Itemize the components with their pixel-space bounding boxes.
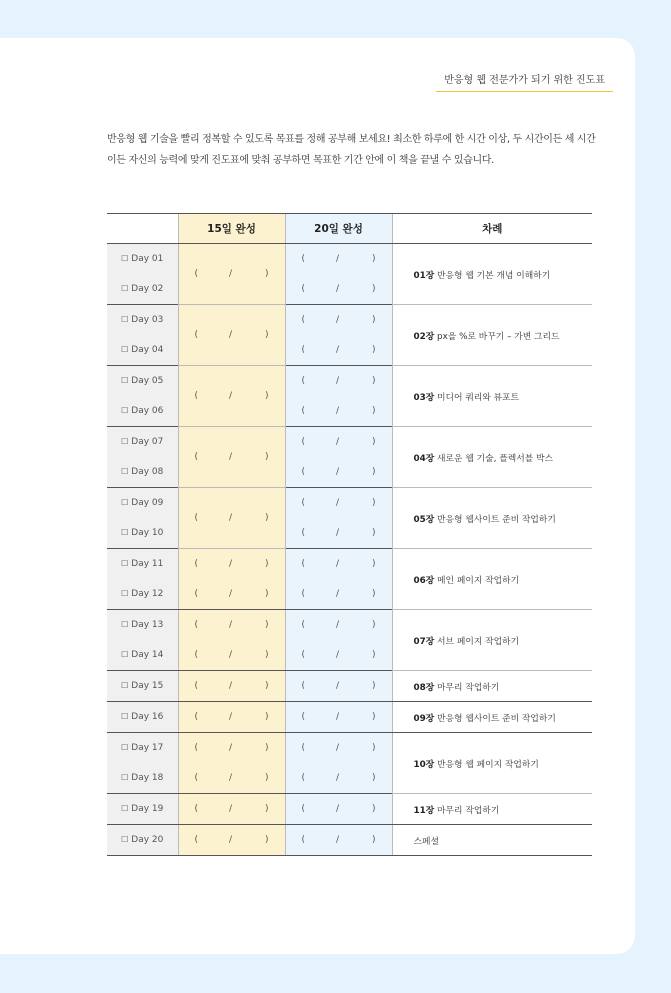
chapter-title: 메인 페이지 작업하기	[437, 575, 520, 586]
chapter-number: 01장	[413, 270, 435, 281]
date-placeholder	[286, 681, 392, 691]
date-placeholder	[179, 589, 285, 599]
date-slash: /	[335, 559, 340, 569]
table-header-row	[107, 214, 592, 244]
date-slash: /	[335, 712, 340, 722]
date-placeholder	[179, 712, 285, 722]
table-row	[107, 427, 592, 458]
paren-open: (	[301, 712, 306, 722]
paren-close: )	[371, 743, 376, 753]
header-day	[107, 214, 178, 244]
chapter-number: 02장	[413, 331, 435, 342]
table-row	[107, 733, 592, 764]
plan15-date-cell[interactable]	[178, 610, 285, 641]
chapter-number: 08장	[413, 682, 435, 693]
paren-close: )	[371, 712, 376, 722]
plan15-date-cell[interactable]	[178, 702, 285, 733]
day-cell	[107, 579, 178, 610]
intro-line: 반응형 웹 기술을 빨리 정복할 수 있도록 목표를 정해 공부해 보세요! 최소한 하루에 한 시간 이상, 두 시간이든 세 시간	[107, 134, 596, 145]
chapter-cell	[392, 244, 592, 305]
chapter-cell	[392, 671, 592, 702]
paren-close: )	[371, 406, 376, 416]
date-slash: /	[228, 513, 233, 523]
paren-open: (	[194, 804, 199, 814]
plan20-date-cell[interactable]	[285, 305, 392, 336]
date-slash: /	[335, 773, 340, 783]
plan15-date-cell[interactable]	[178, 794, 285, 825]
header-contents: 차례	[392, 214, 592, 244]
plan15-date-cell[interactable]	[178, 244, 285, 305]
plan15-date-cell[interactable]	[178, 488, 285, 549]
paren-close: )	[371, 589, 376, 599]
day-label: Day 12	[131, 589, 164, 599]
day-label: Day 11	[131, 559, 164, 569]
plan20-date-cell[interactable]	[285, 244, 392, 275]
date-slash: /	[335, 804, 340, 814]
date-placeholder	[179, 391, 285, 401]
paren-close: )	[264, 835, 269, 845]
plan20-date-cell[interactable]	[285, 763, 392, 794]
paren-close: )	[264, 712, 269, 722]
paren-open: (	[301, 589, 306, 599]
chapter-title: 서브 페이지 작업하기	[437, 636, 520, 647]
plan20-date-cell[interactable]	[285, 610, 392, 641]
paren-open: (	[301, 467, 306, 477]
paren-open: (	[301, 376, 306, 386]
paren-close: )	[264, 743, 269, 753]
date-slash: /	[228, 650, 233, 660]
chapter-title: 반응형 웹 기본 개념 이해하기	[437, 270, 551, 281]
day-cell	[107, 244, 178, 275]
date-placeholder	[179, 620, 285, 630]
date-placeholder	[286, 376, 392, 386]
date-slash: /	[228, 804, 233, 814]
plan15-date-cell[interactable]	[178, 763, 285, 794]
table-row	[107, 610, 592, 641]
paren-open: (	[194, 559, 199, 569]
chapter-cell	[392, 610, 592, 671]
checkbox-icon[interactable]: ☐	[121, 345, 129, 354]
day-label: Day 09	[131, 498, 164, 508]
date-placeholder	[286, 650, 392, 660]
day-cell	[107, 396, 178, 427]
date-placeholder	[286, 498, 392, 508]
date-placeholder	[179, 835, 285, 845]
checkbox-icon[interactable]: ☐	[121, 315, 129, 324]
running-header: 반응형 웹 전문가가 되기 위한 진도표	[436, 71, 613, 92]
date-slash: /	[335, 467, 340, 477]
date-placeholder	[286, 835, 392, 845]
day-label: Day 13	[131, 620, 164, 630]
paren-open: (	[194, 269, 199, 279]
date-placeholder	[286, 437, 392, 447]
date-placeholder	[286, 773, 392, 783]
document-page	[0, 38, 635, 954]
plan20-date-cell[interactable]	[285, 549, 392, 580]
date-placeholder	[179, 559, 285, 569]
checkbox-icon[interactable]: ☐	[121, 712, 129, 721]
day-label: Day 19	[131, 804, 164, 814]
date-slash: /	[228, 559, 233, 569]
paren-open: (	[301, 345, 306, 355]
paren-close: )	[371, 835, 376, 845]
paren-open: (	[301, 528, 306, 538]
date-slash: /	[335, 437, 340, 447]
day-label: Day 15	[131, 681, 164, 691]
date-slash: /	[335, 284, 340, 294]
plan20-date-cell[interactable]	[285, 274, 392, 305]
paren-open: (	[301, 773, 306, 783]
date-slash: /	[228, 681, 233, 691]
date-placeholder	[286, 254, 392, 264]
date-placeholder	[286, 345, 392, 355]
date-slash: /	[228, 391, 233, 401]
day-cell	[107, 274, 178, 305]
paren-close: )	[371, 773, 376, 783]
plan15-date-cell[interactable]	[178, 549, 285, 580]
date-placeholder	[286, 284, 392, 294]
paren-open: (	[301, 743, 306, 753]
chapter-cell	[392, 488, 592, 549]
day-label: Day 02	[131, 284, 164, 294]
date-slash: /	[335, 254, 340, 264]
paren-open: (	[301, 498, 306, 508]
date-slash: /	[335, 835, 340, 845]
date-placeholder	[286, 528, 392, 538]
paren-close: )	[371, 804, 376, 814]
date-slash: /	[335, 620, 340, 630]
paren-open: (	[301, 437, 306, 447]
chapter-number: 03장	[413, 392, 435, 403]
paren-close: )	[371, 498, 376, 508]
day-cell	[107, 427, 178, 458]
plan20-date-cell[interactable]	[285, 396, 392, 427]
paren-open: (	[194, 835, 199, 845]
day-cell	[107, 640, 178, 671]
date-slash: /	[335, 743, 340, 753]
chapter-number: 06장	[413, 575, 435, 586]
chapter-cell	[392, 549, 592, 610]
plan20-date-cell[interactable]	[285, 794, 392, 825]
chapter-cell	[392, 794, 592, 825]
plan20-date-cell[interactable]	[285, 366, 392, 397]
table-row	[107, 366, 592, 397]
paren-open: (	[301, 284, 306, 294]
checkbox-icon[interactable]: ☐	[121, 620, 129, 629]
chapter-cell	[392, 733, 592, 794]
date-slash: /	[335, 406, 340, 416]
plan20-date-cell[interactable]	[285, 427, 392, 458]
date-placeholder	[286, 743, 392, 753]
date-placeholder	[286, 804, 392, 814]
plan15-date-cell[interactable]	[178, 305, 285, 366]
chapter-number: 10장	[413, 759, 435, 770]
chapter-title: 마무리 작업하기	[437, 805, 500, 816]
plan15-date-cell[interactable]	[178, 579, 285, 610]
plan20-date-cell[interactable]	[285, 825, 392, 856]
date-slash: /	[228, 835, 233, 845]
date-slash: /	[228, 743, 233, 753]
paren-open: (	[194, 650, 199, 660]
checkbox-icon[interactable]: ☐	[121, 835, 129, 844]
paren-open: (	[194, 391, 199, 401]
day-label: Day 01	[131, 254, 164, 264]
date-slash: /	[228, 620, 233, 630]
paren-close: )	[371, 559, 376, 569]
plan20-date-cell[interactable]	[285, 702, 392, 733]
paren-open: (	[194, 513, 199, 523]
intro-text	[107, 129, 612, 171]
table-row	[107, 702, 592, 733]
plan20-date-cell[interactable]	[285, 671, 392, 702]
date-slash: /	[335, 650, 340, 660]
checkbox-icon[interactable]: ☐	[121, 437, 129, 446]
chapter-number: 07장	[413, 636, 435, 647]
checkbox-icon[interactable]: ☐	[121, 498, 129, 507]
chapter-title: 미디어 쿼리와 뷰포트	[437, 392, 520, 403]
day-label: Day 16	[131, 712, 164, 722]
checkbox-icon[interactable]: ☐	[121, 804, 129, 813]
checkbox-icon[interactable]: ☐	[121, 559, 129, 568]
plan15-date-cell[interactable]	[178, 366, 285, 427]
day-cell	[107, 825, 178, 856]
day-cell	[107, 702, 178, 733]
date-placeholder	[179, 330, 285, 340]
table-row	[107, 549, 592, 580]
paren-open: (	[194, 773, 199, 783]
table-row	[107, 244, 592, 275]
day-label: Day 17	[131, 743, 164, 753]
day-cell	[107, 549, 178, 580]
study-schedule-table	[107, 213, 592, 856]
chapter-title: 반응형 웹사이트 준비 작업하기	[437, 713, 556, 724]
plan20-date-cell[interactable]	[285, 518, 392, 549]
paren-open: (	[194, 712, 199, 722]
date-placeholder	[179, 681, 285, 691]
paren-open: (	[194, 330, 199, 340]
paren-open: (	[194, 681, 199, 691]
date-slash: /	[228, 589, 233, 599]
paren-close: )	[264, 589, 269, 599]
paren-close: )	[264, 620, 269, 630]
plan15-date-cell[interactable]	[178, 640, 285, 671]
day-cell	[107, 610, 178, 641]
date-slash: /	[335, 315, 340, 325]
paren-open: (	[194, 743, 199, 753]
paren-open: (	[301, 315, 306, 325]
chapter-title: px을 %로 바꾸기 – 가변 그리드	[437, 331, 560, 342]
chapter-cell	[392, 305, 592, 366]
table-row	[107, 488, 592, 519]
checkbox-icon[interactable]: ☐	[121, 743, 129, 752]
checkbox-icon[interactable]: ☐	[121, 681, 129, 690]
paren-open: (	[194, 589, 199, 599]
plan20-date-cell[interactable]	[285, 488, 392, 519]
plan15-date-cell[interactable]	[178, 427, 285, 488]
day-cell	[107, 763, 178, 794]
checkbox-icon[interactable]: ☐	[121, 773, 129, 782]
paren-close: )	[264, 681, 269, 691]
day-label: Day 18	[131, 773, 164, 783]
paren-open: (	[194, 620, 199, 630]
plan15-date-cell[interactable]	[178, 671, 285, 702]
date-placeholder	[286, 315, 392, 325]
paren-close: )	[371, 681, 376, 691]
date-placeholder	[286, 467, 392, 477]
paren-close: )	[264, 513, 269, 523]
checkbox-icon[interactable]: ☐	[121, 406, 129, 415]
paren-open: (	[301, 835, 306, 845]
day-cell	[107, 305, 178, 336]
paren-open: (	[301, 254, 306, 264]
checkbox-icon[interactable]: ☐	[121, 589, 129, 598]
plan20-date-cell[interactable]	[285, 733, 392, 764]
paren-open: (	[301, 620, 306, 630]
day-label: Day 08	[131, 467, 164, 477]
date-placeholder	[286, 712, 392, 722]
table-row	[107, 794, 592, 825]
chapter-cell	[392, 366, 592, 427]
date-slash: /	[228, 773, 233, 783]
plan20-date-cell[interactable]	[285, 579, 392, 610]
chapter-number: 09장	[413, 713, 435, 724]
paren-close: )	[371, 620, 376, 630]
date-slash: /	[228, 712, 233, 722]
day-label: Day 14	[131, 650, 164, 660]
date-slash: /	[228, 452, 233, 462]
chapter-cell	[392, 427, 592, 488]
date-placeholder	[179, 513, 285, 523]
date-slash: /	[335, 376, 340, 386]
date-slash: /	[335, 345, 340, 355]
chapter-title: 반응형 웹사이트 준비 작업하기	[437, 514, 556, 525]
chapter-title: 새로운 웹 기술, 플렉서블 박스	[437, 453, 554, 464]
checkbox-icon[interactable]: ☐	[121, 650, 129, 659]
paren-open: (	[301, 681, 306, 691]
day-cell	[107, 671, 178, 702]
paren-close: )	[371, 650, 376, 660]
day-label: Day 03	[131, 315, 164, 325]
checkbox-icon[interactable]: ☐	[121, 284, 129, 293]
day-label: Day 07	[131, 437, 164, 447]
day-cell	[107, 366, 178, 397]
date-placeholder	[286, 406, 392, 416]
date-placeholder	[179, 269, 285, 279]
paren-open: (	[194, 452, 199, 462]
date-placeholder	[179, 452, 285, 462]
chapter-number: 04장	[413, 453, 435, 464]
day-label: Day 05	[131, 376, 164, 386]
date-placeholder	[286, 620, 392, 630]
paren-open: (	[301, 650, 306, 660]
paren-close: )	[371, 376, 376, 386]
date-placeholder	[179, 650, 285, 660]
checkbox-icon[interactable]: ☐	[121, 376, 129, 385]
paren-close: )	[264, 804, 269, 814]
day-cell	[107, 335, 178, 366]
paren-close: )	[264, 650, 269, 660]
paren-close: )	[264, 773, 269, 783]
paren-close: )	[264, 330, 269, 340]
chapter-cell	[392, 825, 592, 856]
chapter-title: 스페셜	[413, 836, 439, 847]
chapter-number: 05장	[413, 514, 435, 525]
date-slash: /	[228, 269, 233, 279]
chapter-title: 마무리 작업하기	[437, 682, 500, 693]
date-slash: /	[335, 498, 340, 508]
chapter-cell	[392, 702, 592, 733]
day-label: Day 04	[131, 345, 164, 355]
date-placeholder	[286, 559, 392, 569]
day-label: Day 10	[131, 528, 164, 538]
paren-close: )	[264, 391, 269, 401]
table-row	[107, 825, 592, 856]
plan20-date-cell[interactable]	[285, 640, 392, 671]
day-label: Day 20	[131, 835, 164, 845]
intro-line: 이든 자신의 능력에 맞게 진도표에 맞춰 공부하면 목표한 기간 안에 이 책을 끝낼 수 있습니다.	[107, 155, 494, 166]
header-20-day-plan: 20일 완성	[285, 214, 392, 244]
date-placeholder	[179, 773, 285, 783]
paren-close: )	[264, 452, 269, 462]
plan15-date-cell[interactable]	[178, 825, 285, 856]
date-placeholder	[286, 589, 392, 599]
paren-close: )	[371, 315, 376, 325]
date-slash: /	[335, 528, 340, 538]
day-cell	[107, 794, 178, 825]
date-slash: /	[335, 589, 340, 599]
paren-close: )	[371, 254, 376, 264]
plan20-date-cell[interactable]	[285, 457, 392, 488]
day-label: Day 06	[131, 406, 164, 416]
plan20-date-cell[interactable]	[285, 335, 392, 366]
paren-close: )	[371, 284, 376, 294]
paren-close: )	[371, 467, 376, 477]
paren-close: )	[371, 345, 376, 355]
day-cell	[107, 733, 178, 764]
paren-open: (	[301, 804, 306, 814]
chapter-number: 11장	[413, 805, 435, 816]
paren-open: (	[301, 559, 306, 569]
table-row	[107, 305, 592, 336]
day-cell	[107, 518, 178, 549]
checkbox-icon[interactable]: ☐	[121, 528, 129, 537]
paren-close: )	[371, 528, 376, 538]
day-cell	[107, 457, 178, 488]
plan15-date-cell[interactable]	[178, 733, 285, 764]
date-placeholder	[179, 743, 285, 753]
paren-close: )	[371, 437, 376, 447]
paren-close: )	[264, 269, 269, 279]
date-slash: /	[228, 330, 233, 340]
table-row	[107, 671, 592, 702]
chapter-title: 반응형 웹 페이지 작업하기	[437, 759, 539, 770]
date-placeholder	[179, 804, 285, 814]
paren-open: (	[301, 406, 306, 416]
date-slash: /	[335, 681, 340, 691]
checkbox-icon[interactable]: ☐	[121, 254, 129, 263]
day-cell	[107, 488, 178, 519]
header-15-day-plan: 15일 완성	[178, 214, 285, 244]
checkbox-icon[interactable]: ☐	[121, 467, 129, 476]
paren-close: )	[264, 559, 269, 569]
